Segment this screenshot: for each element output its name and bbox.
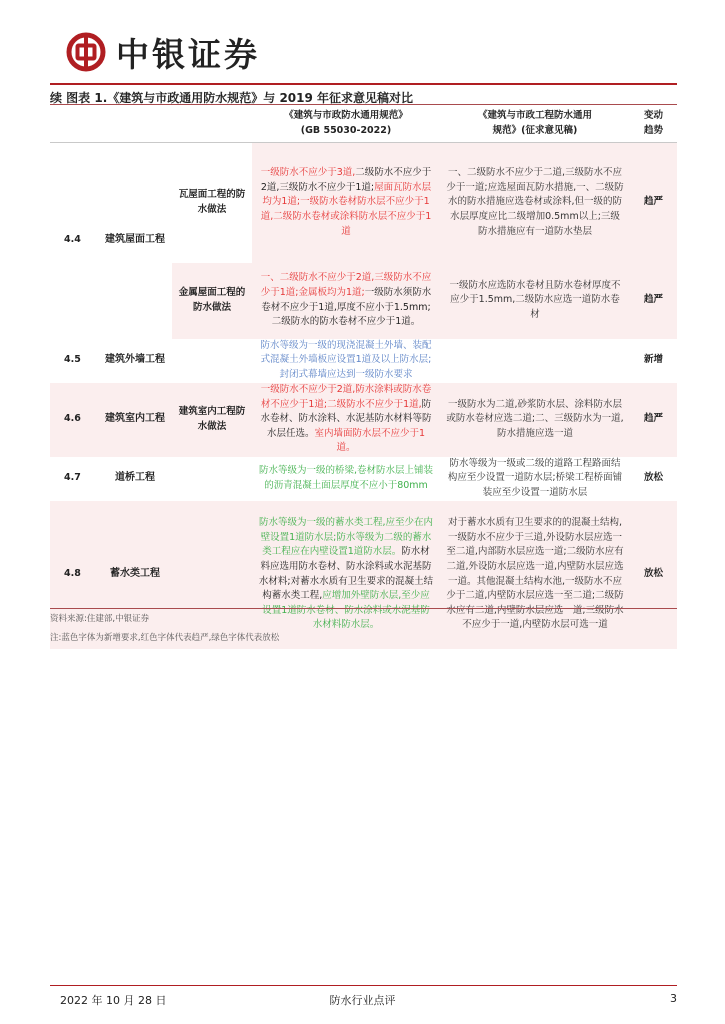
header-change: 变动 趋势 [643,110,663,136]
comparison-table [50,106,677,649]
cell-change: 趋严 [643,413,663,425]
source-note: 资料来源:住建部,中银证券 [50,614,150,624]
table-row [50,457,677,501]
row-category: 蓄水类工程 [110,568,160,580]
row-subcategory: 建筑室内工程防水做法 [178,405,246,432]
table-title: 续 图表 1.《建筑与市政通用防水规范》与 2019 年征求意见稿对比 [50,91,414,105]
table-row [50,339,677,383]
row-category: 建筑外墙工程 [105,354,165,366]
table-notes [50,610,680,648]
cell-change: 新增 [643,354,663,366]
notes-rule [50,608,677,609]
brand-name: 中银证券 [116,34,260,74]
row-category: 道桥工程 [115,472,155,484]
cell-2022: 一级防水不应少于3道,二级防水不应少于2道,三级防水不应少于1道;屋面瓦防水层均为1道;一级防水卷材防水层不应少于1道,二级防水卷材或涂料防水层不应少于1道 [252,143,440,263]
legend-note: 注:蓝色字体为新增要求,红色字体代表趋严,绿色字体代表放松 [50,633,280,643]
cell-2022: 一、二级防水不应少于2道,三级防水不应少于1道;金属板均为1道;一级防水须防水卷材不应少于1道,厚度不应小于1.5mm;二级防水的防水卷材不应少于1道。 [252,263,440,339]
row-category: 建筑室内工程 [105,413,165,425]
row-number: 4.5 [64,354,81,366]
cell-change: 放松 [643,568,663,580]
cell-2019: 对于蓄水水质有卫生要求的的混凝土结构,一级防水不应少于三道,外设防水层应选一至二道,内部防水层应选一道;二级防水应有二道,外设防水层应选一道,内壁防水层应选一道。其他混凝土结构水池,一级防水不应少于二道,内壁防水层应选一至二道;二级防水应有二道,内壁防水层应选一道;三级防水不应少于一道,内壁防水层可选一道 [446,517,624,631]
cell-change: 趋严 [630,143,677,263]
bank-of-china-logo-icon [66,32,106,72]
cell-change: 放松 [643,472,663,484]
row-number: 4.4 [64,234,81,246]
cell-2022: 防水等级为一级的蓄水类工程,应至少在内壁设置1道防水层;防水等级为二级的蓄水类工程应在内壁设置1道防水层。防水材料应选用防水卷材、防水涂料或水泥基防水材料;对蓄水水质有卫生要求的混凝土结构蓄水类工程,应增加外壁防水层,至少应设置1道防水卷材、防水涂料或水泥基防水材料防水层。 [258,517,434,631]
cell-2022: 防水等级为一级的现浇混凝土外墙、装配式混凝土外墙板应设置1道及以上防水层;封闭式幕墙应达到一级防水要求 [260,339,432,380]
cell-2019: 防水等级为一级或二级的道路工程路面结构应至少设置一道防水层;桥梁工程桥面铺装应至少设置一道防水层 [447,457,623,498]
row-number: 4.7 [64,472,81,484]
cell-2019 [440,339,630,383]
header-2022: 《建筑与市政防水通用规范》 (GB 55030-2022) [284,110,408,136]
footer-report-type: 防水行业点评 [329,994,396,1007]
header-rule [50,83,677,85]
row-number: 4.8 [64,568,81,580]
footer-rule [50,985,677,986]
row-subcategory: 瓦屋面工程的防水做法 [178,189,246,215]
title-rule [50,104,677,105]
table-row [50,383,677,457]
cell-change: 趋严 [630,263,677,339]
brand-logo [66,30,260,74]
cell-2019: 一、二级防水不应少于二道,三级防水不应少于一道;应选屋面瓦防水措施,一、二级防水的防水措施应选卷材或涂料,但一级的防水层厚度应比二级增加0.5mm以上;三级防水措施应有一道防水垫层 [440,143,630,263]
cell-2019: 一级防水应选防水卷材且防水卷材厚度不应少于1.5mm,二级防水应选一道防水卷材 [440,263,630,339]
cell-2022: 防水等级为一级的桥梁,卷材防水层上铺装的沥青混凝土面层厚度不应小于80mm [258,464,434,491]
table-header-row [50,106,677,142]
table-row [50,143,677,263]
row-subcategory: 金属屋面工程的防水做法 [172,263,252,339]
cell-2022: 一级防水不应少于2道,防水涂料或防水卷材不应少于1道;二级防水不应少于1道,防水卷材、防水涂料、水泥基防水材料等防水层任选。室内墙面防水层不应少于1道。 [260,384,432,454]
row-category: 建筑屋面工程 [105,234,165,246]
footer-date: 2022 年 10 月 28 日 [60,994,167,1007]
row-number: 4.6 [64,413,81,425]
header-2019: 《建筑与市政工程防水通用 规范》(征求意见稿) [477,110,592,136]
cell-2019: 一级防水为二道,砂浆防水层、涂料防水层或防水卷材应选二道;二、三级防水为一道,防水措施应选一道 [446,398,624,439]
page-number: 3 [670,992,677,1005]
